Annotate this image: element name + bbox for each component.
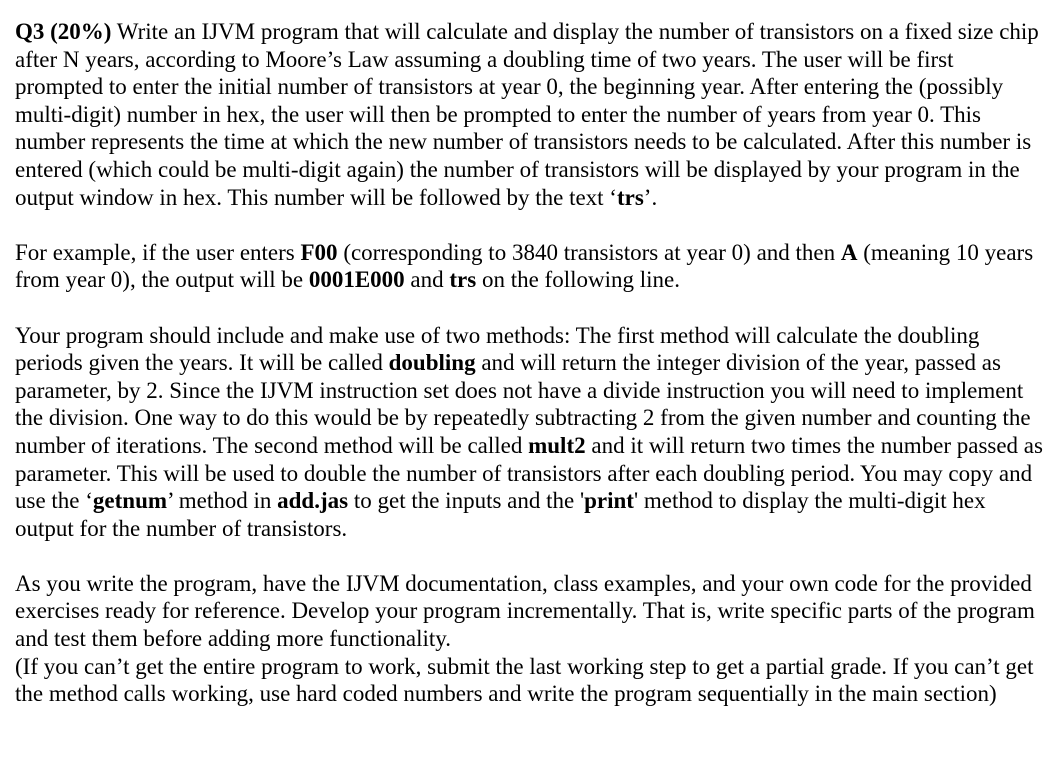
example-text: on the following line. bbox=[476, 267, 680, 293]
example-text: (corresponding to 3840 transistors at year 0) and then bbox=[337, 239, 841, 265]
question-text: Write an IJVM program that will calculate and display the number of transistors on a fixed size chip after N years, according to Moore’s Law assuming a doubling time of two years. The user will be first prompted to enter the initial number of transistors at year 0, the beginning year. After entering the (possibly multi-digit) number in hex, the user will then be prompted to enter the number of years from year 0. This number represents the time at which the new number of transistors needs to be calculated. After this number is entered (which could be multi-digit again) the number of transistors will be displayed by your program in the output window in hex. This number will be followed by the text ‘ bbox=[15, 19, 1039, 210]
trs-term: trs bbox=[616, 184, 644, 210]
methods-text: and it will return two times the number passed as parameter. This will be used to double the number of transistors after each doubling period. You may copy and use the ‘ bbox=[15, 432, 1043, 514]
example-text: For example, if the user enters bbox=[15, 239, 301, 265]
method-mult2: mult2 bbox=[528, 432, 586, 458]
example-input-years: A bbox=[840, 239, 858, 265]
question-paragraph bbox=[15, 18, 1045, 211]
methods-text: to get the inputs and the ' bbox=[348, 488, 585, 514]
example-text: (meaning 10 years from year 0), the output will be bbox=[15, 239, 1034, 293]
example-input-hex: F00 bbox=[300, 239, 338, 265]
question-label: Q3 (20%) bbox=[15, 19, 112, 44]
method-getnum: getnum bbox=[92, 488, 168, 514]
example-output-text: trs bbox=[449, 267, 477, 293]
methods-text: ’ method in bbox=[167, 488, 278, 514]
methods-text: Your program should include and make use of two methods: The first method will calculate the doubling periods given the years. It will be called bbox=[15, 322, 980, 376]
advice-paragraph bbox=[15, 570, 1045, 708]
method-doubling: doubling bbox=[388, 350, 476, 376]
methods-paragraph bbox=[15, 322, 1045, 543]
example-output-value: 0001E000 bbox=[308, 267, 405, 293]
document-body bbox=[15, 18, 1045, 708]
advice-text: As you write the program, have the IJVM documentation, class examples, and your own code for the provided exercises ready for reference. Develop your program incrementally. That is, write specific parts of the program and test them before adding more functionality. bbox=[15, 570, 1035, 652]
method-print: print bbox=[584, 488, 634, 514]
example-text: and bbox=[404, 267, 450, 293]
file-add-jas: add.jas bbox=[277, 488, 349, 514]
methods-text: and will return the integer division of the year, passed as parameter, by 2. Since the IJVM instruction set does not have a divide instruction you will need to implement the division. One way to do this would be by repeatedly subtracting 2 from the given number and counting the number of iterations. The second method will be called bbox=[15, 350, 1031, 458]
example-paragraph bbox=[15, 239, 1045, 294]
question-text-end: ’. bbox=[643, 184, 658, 210]
methods-text: ' method to display the multi-digit hex output for the number of transistors. bbox=[15, 488, 986, 541]
partial-grade-note: (If you can’t get the entire program to work, submit the last working step to get a partial grade. If you can’t get the method calls working, use hard coded numbers and write the program sequentially in the main section) bbox=[15, 653, 1034, 707]
